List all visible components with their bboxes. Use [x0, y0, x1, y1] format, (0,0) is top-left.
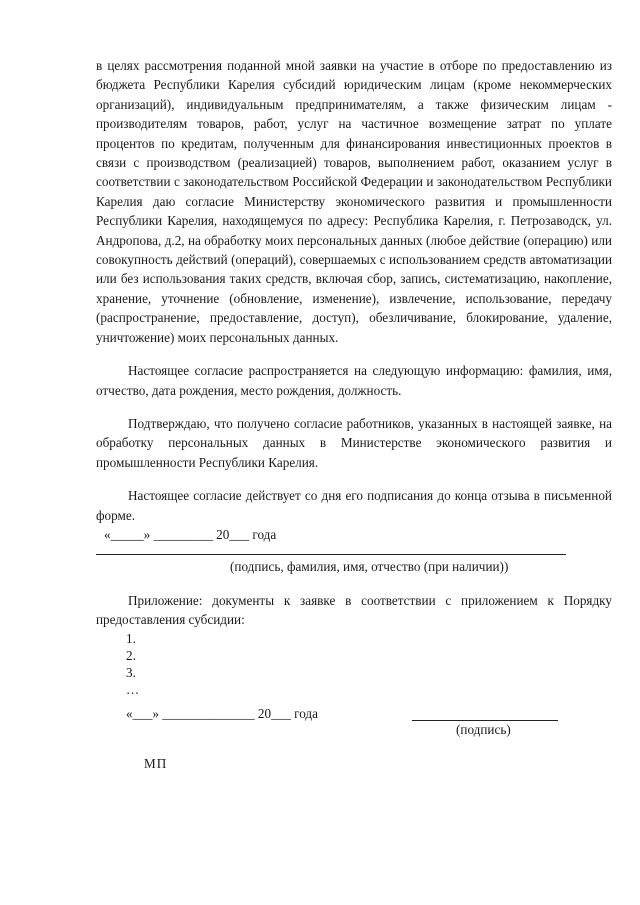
- appendix-list-item: …: [126, 681, 140, 697]
- signature-caption: (подпись, фамилия, имя, отчество (при наличии)): [230, 559, 509, 575]
- final-signature-row: [96, 704, 612, 740]
- appendix-list-item: 1.: [126, 630, 136, 646]
- employees-consent-paragraph: Подтверждаю, что получено согласие работников, указанных в настоящей заявке, на обработку персональных данных в Министерстве экономического развития и промышленности Республики Карелия.: [96, 415, 612, 470]
- date-line: «_____» _________ 20___ года: [104, 526, 277, 542]
- appendix-list: [96, 630, 612, 698]
- document-page: [96, 56, 612, 773]
- appendix-list-item: 3.: [126, 664, 136, 680]
- signature-line: [96, 554, 566, 555]
- validity-paragraph: Настоящее согласие действует со дня его подписания до конца отзыва в письменной форме.: [96, 488, 612, 523]
- consent-paragraph: в целях рассмотрения поданной мной заявки на участие в отборе по предоставлению из бюджета Республики Карелия субсидий юридическим лицам (кроме некоммерческих организаций), индивидуальным предпринимателям, а также физическим лицам - производителям товаров, работ, услуг на частичное возмещение затрат по уплате процентов по кредитам, полученным для финансирования инвестиционных проектов в связи с производством (реализацией) товаров, выполнением работ, оказанием услуг в соответствии с законодательством Российской Федерации и законодательством Республики Карелия даю согласие Министерству экономического развития и промышленности Республики Карелия, находящемуся по адресу: Республика Карелия, г. Петрозаводск, ул. Андропова, д.2, на обработку моих персональных данных (любое действие (операцию) или совокупность действий (операций), совершаемых с использованием средств автоматизации или без использования таких средств, включая сбор, запись, систематизацию, накопление, хранение, уточнение (обновление, изменение), извлечение, использование, передачу (распространение, предоставление, доступ), обезличивание, блокирование, удаление, уничтожение) моих персональных данных.: [96, 58, 612, 345]
- appendix-list-item: 2.: [126, 647, 136, 663]
- final-date-line: «___» ______________ 20___ года: [126, 705, 318, 721]
- scope-paragraph: Настоящее согласие распространяется на следующую информацию: фамилия, имя, отчество, дата рождения, место рождения, должность.: [96, 363, 612, 398]
- appendix-paragraph: Приложение: документы к заявке в соответствии с приложением к Порядку предоставления субсидии:: [96, 592, 612, 628]
- final-signature-caption: (подпись): [456, 721, 511, 737]
- stamp-place-label: МП: [144, 755, 168, 771]
